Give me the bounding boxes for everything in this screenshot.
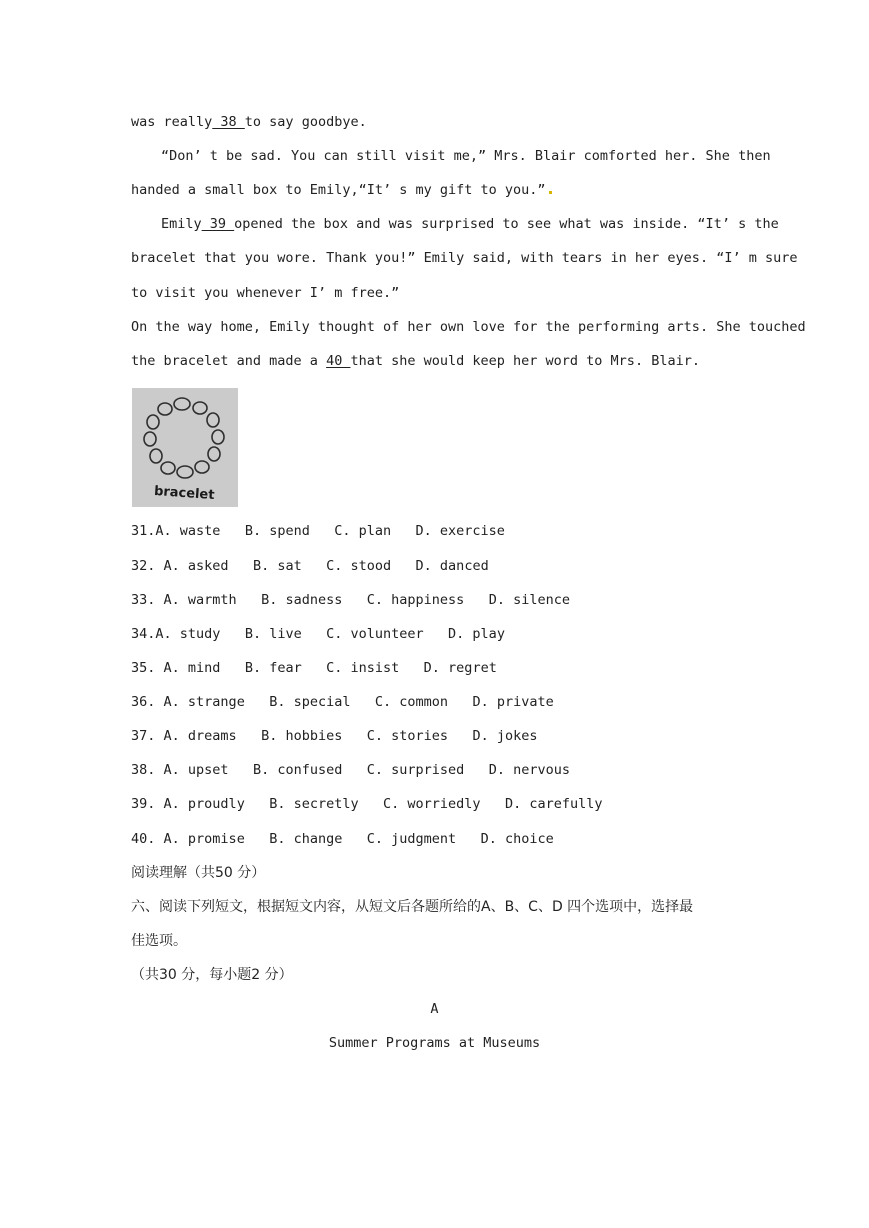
question-38: 38. A. upset B. confused C. surprised D. nervous [131,762,570,778]
question-34: 34.A. study B. live C. volunteer D. play [131,626,505,642]
question-33: 33. A. warmth B. sadness C. happiness D. silence [131,592,570,608]
passage-line-5: bracelet that you wore. Thank you!” Emily said, with tears in her eyes. “I’ m sure [131,250,798,266]
passage-line-4: Emily 39 opened the box and was surprised to see what was inside. “It’ s the [161,216,779,232]
section-instruction-cont: 佳选项。 [131,933,187,949]
blank-40: 40 [326,353,351,369]
question-40: 40. A. promise B. change C. judgment D. choice [131,831,554,847]
passage-letter: A [430,1001,439,1017]
section-instruction: 六、阅读下列短文，根据短文内容，从短文后各题所给的A、B、C、D 四个选项中，选择最 [131,899,694,915]
passage-line-7: On the way home, Emily thought of her own love for the performing arts. She touched [131,319,806,335]
question-35: 35. A. mind B. fear C. insist D. regret [131,660,497,676]
section-heading: 阅读理解（共50 分） [131,865,266,881]
blank-39: 39 [201,216,235,232]
passage-line-2: “Don’ t be sad. You can still visit me,” Mrs. Blair comforted her. She then [161,148,771,164]
passage-line-3: handed a small box to Emily,“It’ s my gift to you.” [131,181,741,199]
passage-line-6: to visit you whenever I’ m free.” [131,285,400,301]
section-points: （共30 分，每小题2 分） [131,967,293,983]
bracelet-image [132,388,238,507]
passage-title: Summer Programs at Museums [328,1035,541,1051]
passage-line-8: the bracelet and made a 40 that she would keep her word to Mrs. Blair. [131,353,700,369]
passage-line-1: was really 38 to say goodbye. [131,114,367,130]
image-caption: bracelet [153,483,215,504]
question-36: 36. A. strange B. special C. common D. private [131,694,554,710]
question-32: 32. A. asked B. sat C. stood D. danced [131,558,489,574]
question-37: 37. A. dreams B. hobbies C. stories D. jokes [131,728,538,744]
question-39: 39. A. proudly B. secretly C. worriedly D. carefully [131,796,603,812]
question-31: 31.A. waste B. spend C. plan D. exercise [131,523,505,539]
blank-38: 38 [212,114,245,130]
highlight-dot [549,191,552,194]
